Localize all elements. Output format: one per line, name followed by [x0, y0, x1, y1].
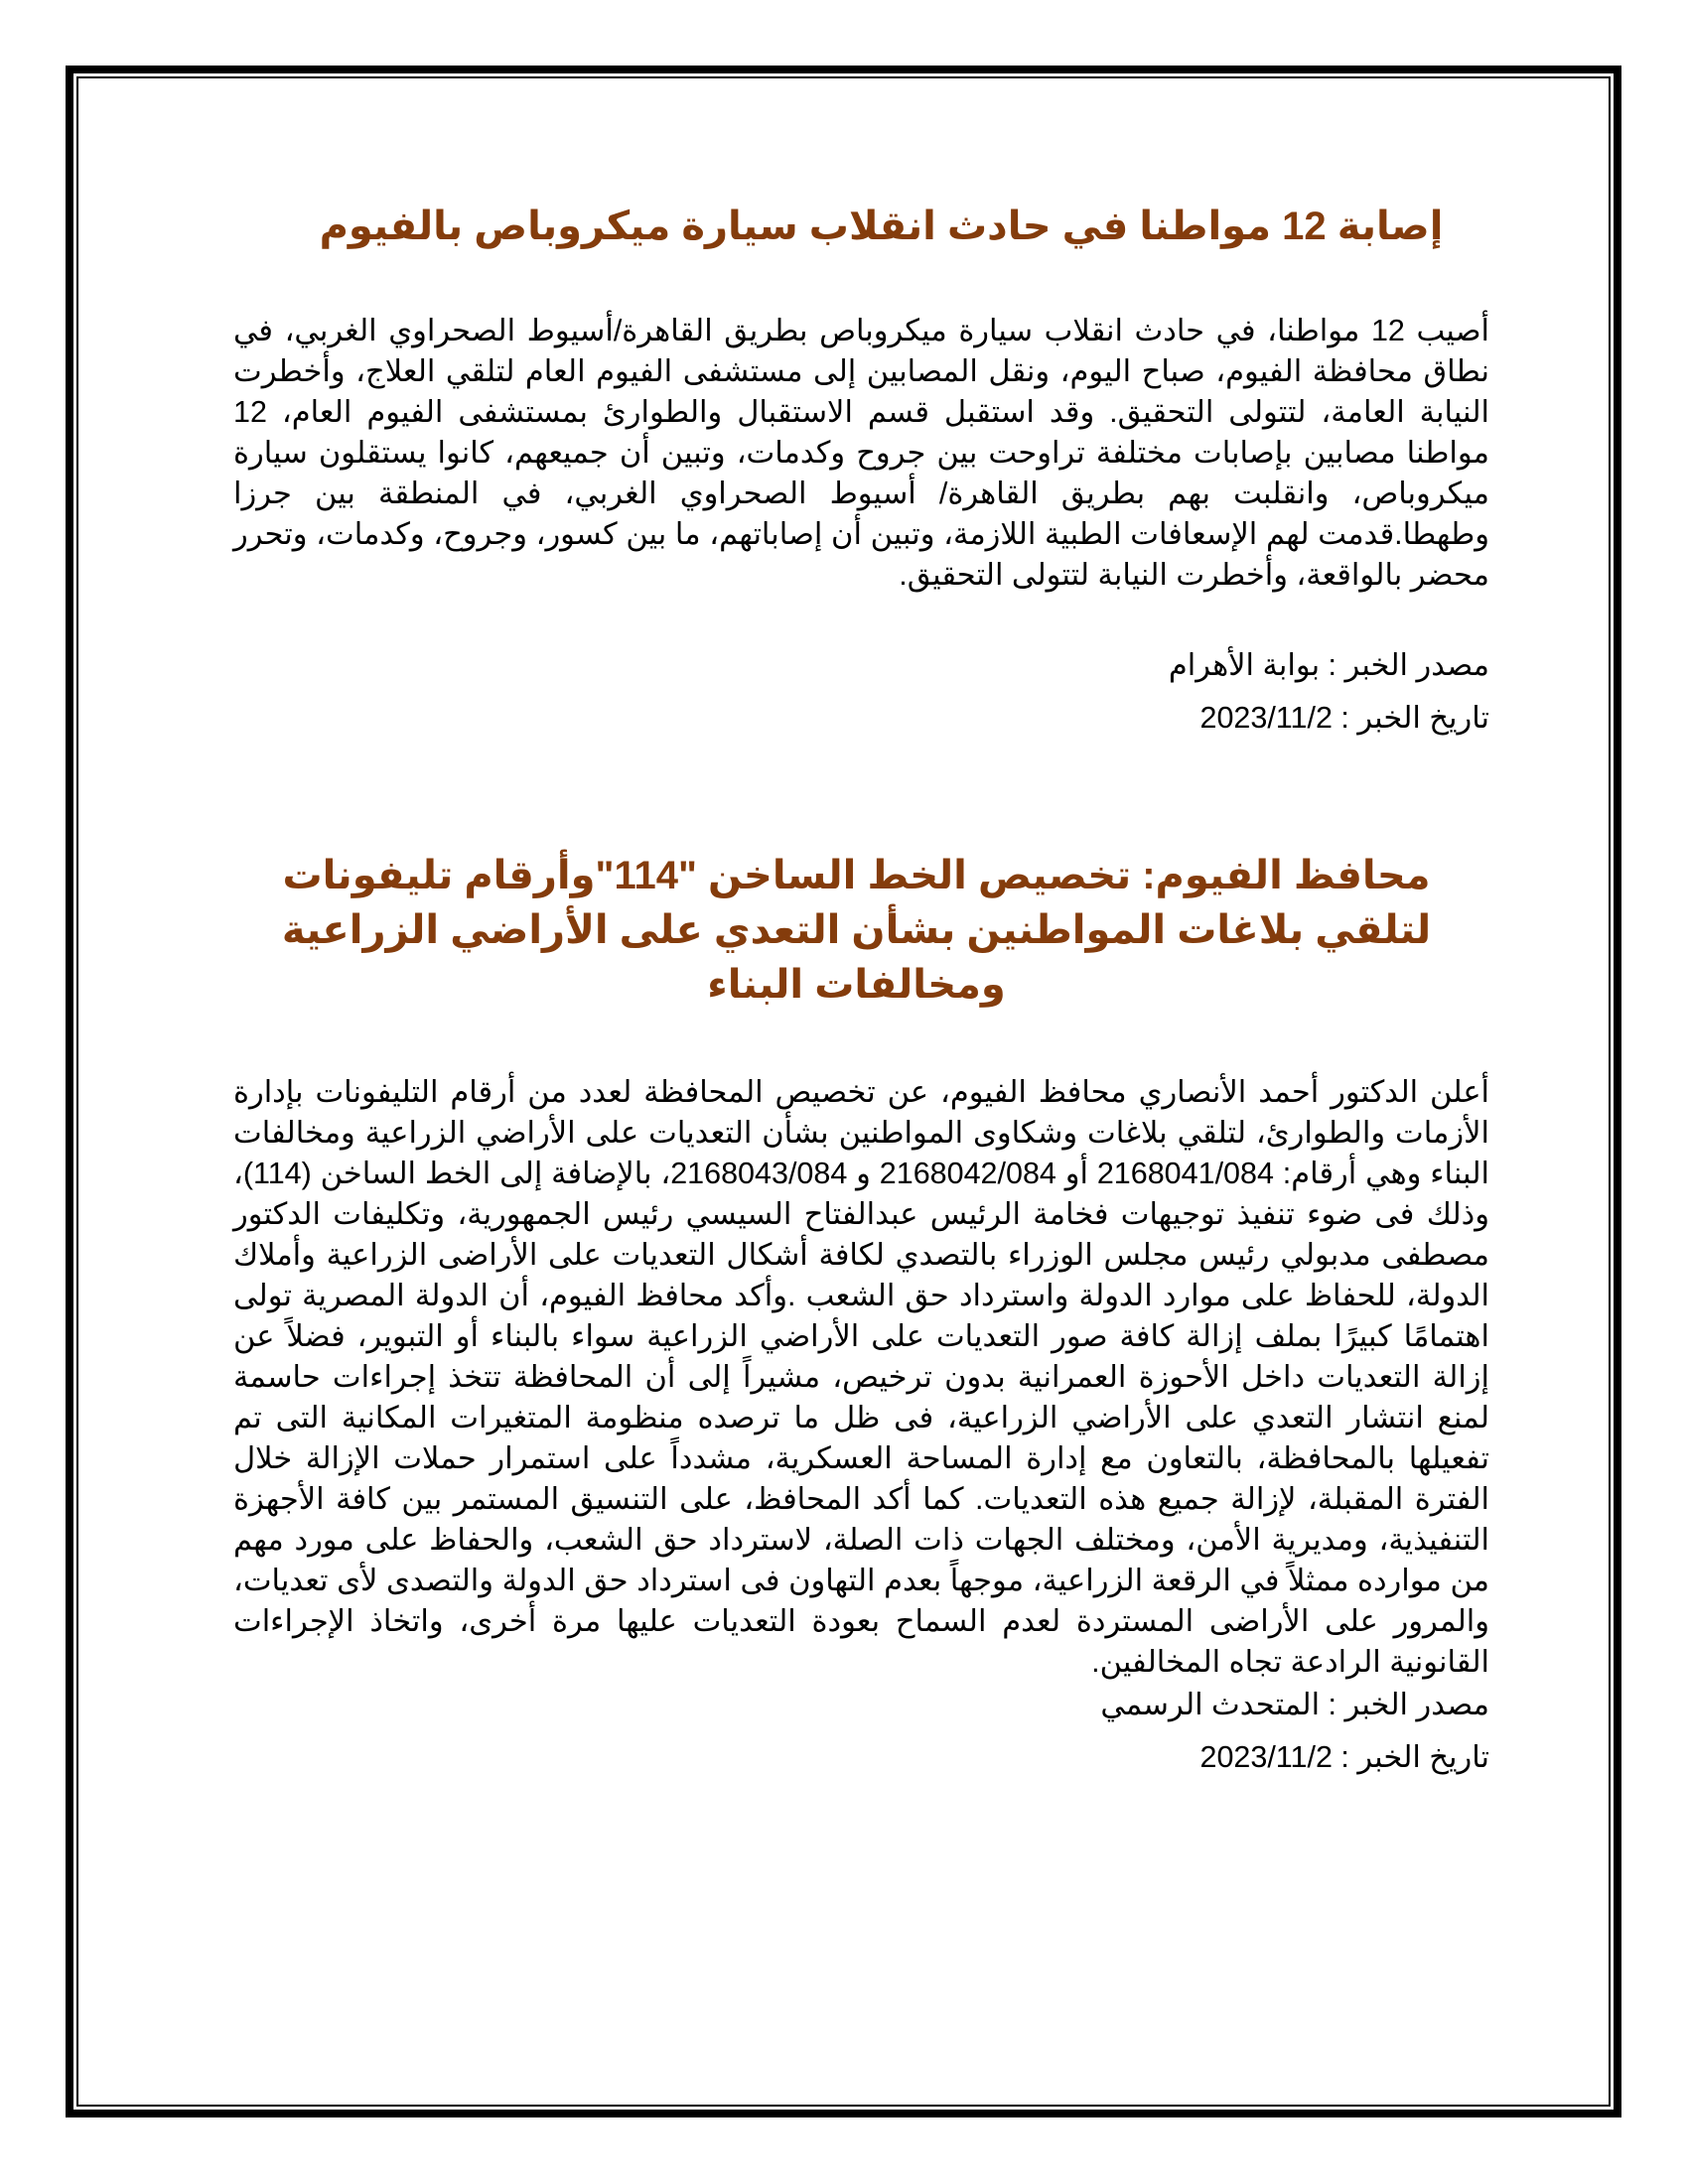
meta-separator: :	[1332, 1740, 1358, 1774]
source-label: مصدر الخبر	[1344, 648, 1489, 682]
source-label: مصدر الخبر	[1344, 1688, 1489, 1721]
date-label: تاريخ الخبر	[1357, 701, 1489, 735]
article-body: أصيب 12 مواطنا، في حادث انقلاب سيارة ميكروباص بطريق القاهرة/أسيوط الصحراوي الغربي، في نطاق محافظة الفيوم، صباح اليوم، ونقل المصابين إلى مستشفى الفيوم العام لتلقي العلاج، وأخطرت النيابة العامة، لتتولى التحقيق. وقد استقبل قسم الاستقبال والطوارئ بمستشفى الفيوم العام، 12 مواطنا مصابين بإصابات مختلفة تراوحت بين جروح وكدمات، وتبين أن جميعهم، كانوا يستقلون سيارة ميكروباص، وانقلبت بهم بطريق القاهرة/ أسيوط الصحراوي الغربي، في المنطقة بين جرزا وطهطا.قدمت لهم الإسعافات الطبية اللازمة، وتبين أن إصاباتهم، ما بين كسور، وجروح، وكدمات، وتحرر محضر بالواقعة، وأخطرت النيابة لتتولى التحقيق.	[233, 314, 1490, 592]
news-article	[233, 849, 1489, 1778]
date-value: 2023/11/2	[1199, 1740, 1333, 1774]
article-source	[233, 645, 1489, 686]
meta-separator: :	[1332, 701, 1358, 735]
meta-separator: :	[1320, 648, 1345, 682]
date-label: تاريخ الخبر	[1357, 1740, 1489, 1774]
article-title: محافظ الفيوم: تخصيص الخط الساخن "114"وأرقام تليفونات لتلقي بلاغات المواطنين بشأن التعدي على الأراضي الزراعية ومخالفات البناء	[281, 854, 1432, 1007]
news-article	[233, 202, 1489, 739]
article-source	[233, 1685, 1489, 1725]
article-date	[233, 698, 1489, 739]
article-title: إصابة 12 مواطنا في حادث انقلاب سيارة ميكروباص بالفيوم	[319, 205, 1444, 248]
source-value: المتحدث الرسمي	[1100, 1688, 1321, 1721]
article-body: أعلن الدكتور أحمد الأنصاري محافظ الفيوم، عن تخصيص المحافظة لعدد من أرقام التليفونات بإدارة الأزمات والطوارئ، لتلقي بلاغات وشكاوى المواطنين بشأن التعديات على الأراضي الزراعية ومخالفات البناء وهي أرقام: 2168041/084 أو 2168042/084 و 2168043/084، بالإضافة إلى الخط الساخن (114)، وذلك فى ضوء تنفيذ توجيهات فخامة الرئيس عبدالفتاح السيسي رئيس الجمهورية، وتكليفات الدكتور مصطفى مدبولي رئيس مجلس الوزراء بالتصدي لكافة أشكال التعديات على الأراضى الزراعية وأملاك الدولة، للحفاظ على موارد الدولة واسترداد حق الشعب .وأكد محافظ الفيوم، أن الدولة المصرية تولى اهتمامًا كبيرًا بملف إزالة كافة صور التعديات على الأراضي الزراعية سواء بالبناء أو التبوير، فضلاً عن إزالة التعديات داخل الأحوزة العمرانية بدون ترخيص، مشيراً إلى أن المحافظة تتخذ إجراءات حاسمة لمنع انتشار التعدي على الأراضي الزراعية، فى ظل ما ترصده منظومة المتغيرات المكانية التى تم تفعيلها بالمحافظة، بالتعاون مع إدارة المساحة العسكرية، مشدداً على استمرار حملات الإزالة خلال الفترة المقبلة، لإزالة جميع هذه التعديات. كما أكد المحافظ، على التنسيق المستمر بين كافة الأجهزة التنفيذية، ومديرية الأمن، ومختلف الجهات ذات الصلة، لاسترداد حق الشعب، والحفاظ على مورد مهم من موارده ممثلاً في الرقعة الزراعية، موجهاً بعدم التهاون فى استرداد حق الدولة والتصدى لأى تعديات، والمرور على الأراضى المستردة لعدم السماح بعودة التعديات عليها مرة أخرى، واتخاذ الإجراءات القانونية الرادعة تجاه المخالفين.	[233, 1075, 1490, 1679]
meta-separator: :	[1320, 1688, 1345, 1721]
article-date	[233, 1737, 1489, 1778]
source-value: بوابة الأهرام	[1168, 648, 1321, 682]
date-value: 2023/11/2	[1199, 701, 1333, 735]
